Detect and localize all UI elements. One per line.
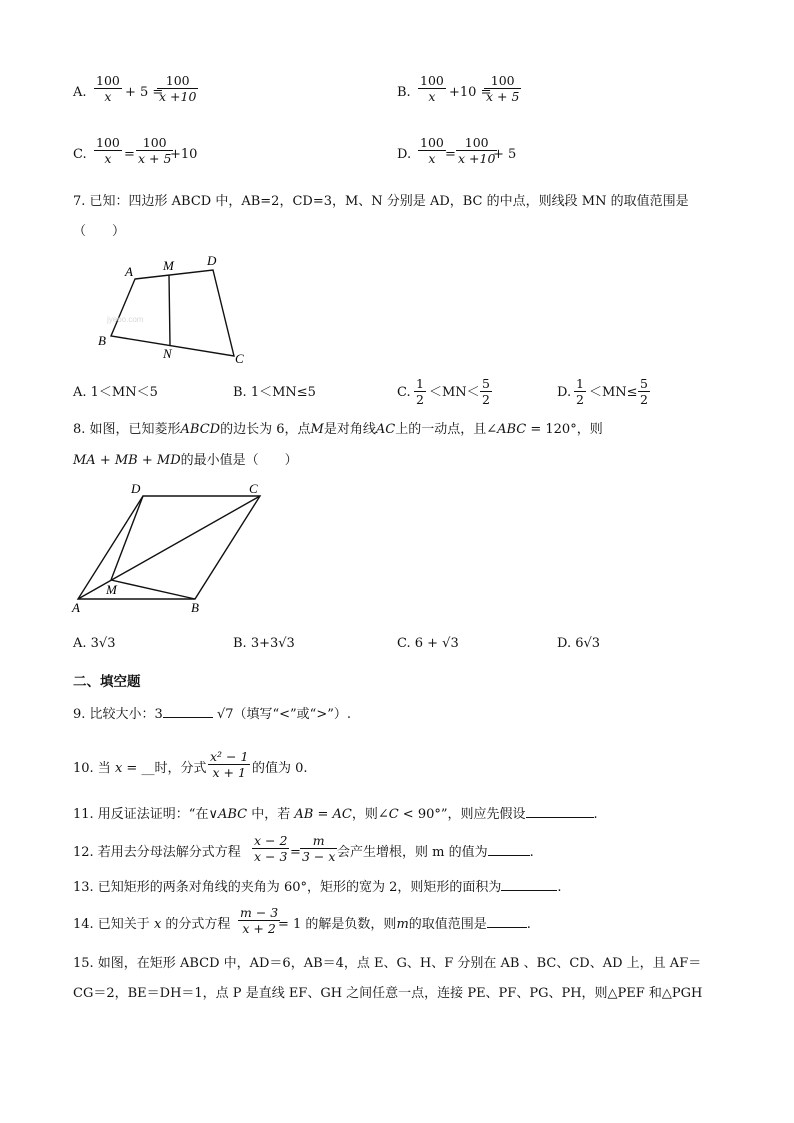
q9-blank[interactable]	[163, 717, 213, 718]
q6-option-b-label: B.	[397, 85, 411, 100]
q6-b-frac2: $\frac{100}{x + 5}$	[486, 73, 520, 104]
q12-frac2: $\frac{m}{3 - x}$	[302, 833, 336, 864]
q7-option-d-label: D.	[557, 385, 572, 400]
q11-blank[interactable]	[526, 817, 594, 818]
q6-c-frac2: $\frac{100}{x + 5}$	[138, 135, 172, 166]
q12-pre: 12. 若用去分母法解分式方程	[73, 845, 241, 860]
q14-blank[interactable]	[487, 927, 527, 928]
q12-post: 会产生增根，则 m 的值为 .	[337, 845, 534, 860]
q6-b-mid: +10 =	[449, 85, 492, 100]
q7-label-b: B	[98, 333, 106, 348]
q15-line1: 15. 如图，在矩形 ABCD 中，AD＝6，AB＝4，点 E、G、H、F 分别在 AB 、BC、CD、AD 上，且 AF＝	[73, 956, 702, 971]
q10-pre: 10. 当 x = __时，分式	[73, 761, 207, 776]
q6-a-mid: + 5 =	[125, 85, 164, 100]
q13: 13. 已知矩形的两条对角线的夹角为 60°，矩形的宽为 2，则矩形的面积为 .	[73, 880, 562, 895]
q7-d-mid: ＜MN≤	[589, 385, 638, 400]
q7-label-c: C	[235, 351, 244, 366]
q8-stem-line2: MA + MB + MD的最小值是（ ）	[73, 453, 298, 468]
q14-post: = 1 的解是负数，则m的取值范围是 .	[278, 917, 531, 932]
q6-option-d-label: D.	[397, 147, 412, 162]
q8-rhombus-figure	[70, 478, 280, 618]
q6-option-a-label: A.	[73, 85, 87, 100]
q14-frac: $\frac{m - 3}{x + 2}$	[240, 905, 279, 936]
q8-label-a: A	[72, 600, 80, 615]
q7-watermark: jyeoo.com	[107, 315, 144, 324]
q7-paren: （ ）	[73, 224, 126, 239]
q12-blank[interactable]	[488, 855, 530, 856]
q12-eq: =	[290, 845, 301, 860]
q6-d-frac1: $\frac{100}{x}$	[420, 135, 444, 166]
q7-option-b: B. 1＜MN≤5	[233, 385, 316, 400]
q7-d-frac1: $\frac{1}{2}$	[576, 376, 584, 407]
q13-blank[interactable]	[501, 890, 557, 891]
q12-frac1: $\frac{x - 2}{x - 3}$	[254, 833, 288, 864]
q7-option-c-label: C.	[397, 385, 411, 400]
q7-stem: 7. 已知：四边形 ABCD 中，AB=2，CD=3，M、N 分别是 AD，BC 的中点，则线段 MN 的取值范围是	[73, 194, 689, 209]
q7-option-a: A. 1＜MN＜5	[73, 385, 158, 400]
q8-label-d: D	[131, 481, 141, 496]
q7-label-a: A	[125, 264, 133, 279]
q7-label-n: N	[163, 346, 172, 361]
q8-option-b: B. 3+3√3	[233, 636, 295, 651]
q8-label-m: M	[106, 582, 117, 597]
q7-c-frac1: $\frac{1}{2}$	[416, 376, 424, 407]
q7-c-frac2: $\frac{5}{2}$	[482, 376, 490, 407]
section-title-fill-in: 二、填空题	[73, 674, 141, 690]
q6-option-c-label: C.	[73, 147, 87, 162]
q8-label-c: C	[249, 481, 258, 496]
q6-a-frac2: $\frac{100}{x +10}$	[159, 73, 197, 104]
q8-option-c: C. 6 + √3	[397, 636, 459, 651]
q6-d-mid: =	[445, 147, 456, 162]
q14-pre: 14. 已知关于 x 的分式方程	[73, 917, 231, 932]
q8-stem: 8. 如图，已知菱形ABCD的边长为 6，点M是对角线AC上的一动点，且∠ABC = 120°，则	[73, 422, 603, 437]
q6-c-frac1: $\frac{100}{x}$	[96, 135, 120, 166]
q7-d-frac2: $\frac{5}{2}$	[640, 376, 648, 407]
q6-d-tail: + 5	[493, 147, 517, 162]
q8-label-b: B	[191, 600, 199, 615]
q9: 9. 比较大小：3 √7（填写“<”或“>”）.	[73, 707, 352, 722]
q6-a-frac1: $\frac{100}{x}$	[96, 73, 120, 104]
q8-option-d: D. 6√3	[557, 636, 601, 651]
q11: 11. 用反证法证明：“在∨ABC 中，若 AB = AC，则∠C < 90°”，则应先假设 .	[73, 807, 598, 822]
q10-fraction: $\frac{\text{x² − 1}}{x + 1}$	[210, 749, 249, 780]
q6-d-frac2: $\frac{100}{x +10}$	[458, 135, 496, 166]
q6-c-mid: =	[124, 147, 135, 162]
q7-quadrilateral-figure	[95, 252, 255, 372]
q7-c-mid: ＜MN＜	[429, 385, 480, 400]
q6-b-frac1: $\frac{100}{x}$	[420, 73, 444, 104]
q6-c-tail: +10	[170, 147, 198, 162]
q15-line2: CG＝2，BE＝DH＝1，点 P 是直线 EF、GH 之间任意一点，连接 PE、PF、PG、PH，则△PEF 和△PGH	[73, 986, 703, 1001]
q10-post: 的值为 0.	[252, 761, 308, 776]
q8-option-a: A. 3√3	[73, 636, 116, 651]
q7-label-m: M	[163, 258, 174, 273]
q7-label-d: D	[207, 253, 217, 268]
